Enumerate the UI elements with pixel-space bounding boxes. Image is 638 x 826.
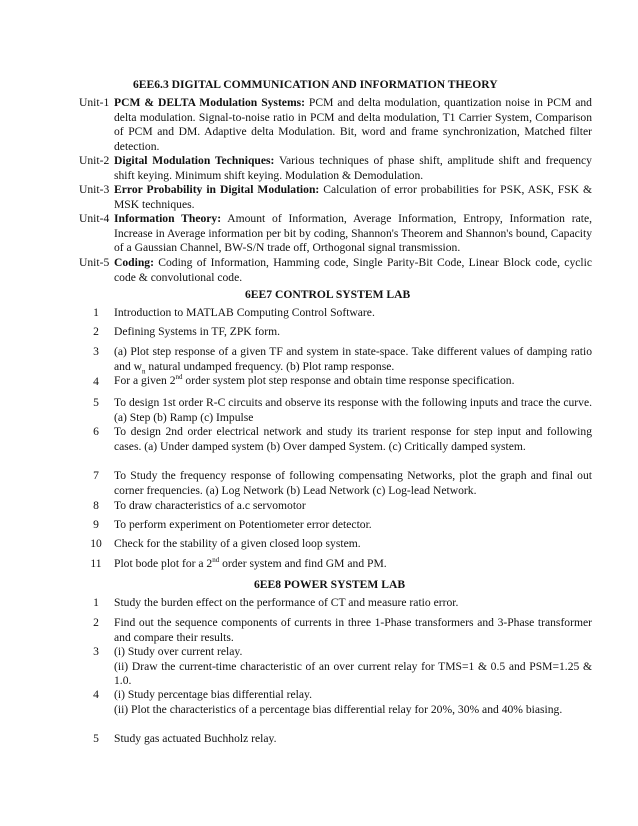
lab-item	[114, 557, 592, 572]
unit-heading: Digital Modulation Techniques:	[114, 154, 275, 167]
lab-item: To draw characteristics of a.c servomotor	[114, 499, 306, 512]
item-number: 3	[93, 645, 99, 658]
lab-item: Introduction to MATLAB Computing Control Software.	[114, 306, 375, 319]
lab-item: To design 2nd order electrical network and study its trarient response for step input and following cases. (a) Under damped system (b) Over damped System. (c) Critically damped system.	[114, 425, 592, 453]
unit-text: Amount of Information, Average Information, Entropy, Information rate, Increase in Average information per bit by coding, Shannon's Theorem and Shannon's bound, Capacity of a Gaussian Channel, BW-S/N trade off, Orthogonal signal transmission.	[114, 212, 592, 254]
subscript: n	[142, 366, 146, 375]
lab-item-line: (ii) Plot the characteristics of a percentage bias differential relay for 20%, 30% and 40% biasing.	[114, 702, 563, 716]
item-number: 3	[93, 345, 99, 358]
item-number: 10	[90, 537, 102, 550]
unit-heading: PCM & DELTA Modulation Systems:	[114, 96, 305, 109]
lab-item-text: order system and find GM and PM.	[219, 557, 387, 570]
item-number: 11	[90, 557, 102, 570]
item-number: 8	[93, 499, 99, 512]
unit-label: Unit-5	[79, 256, 110, 269]
unit-heading: Error Probability in Digital Modulation:	[114, 183, 320, 196]
item-number: 5	[93, 396, 99, 409]
item-number: 4	[93, 688, 99, 701]
unit-label: Unit-2	[79, 154, 110, 167]
unit-description	[114, 96, 592, 154]
lab-item-text: order system plot step response and obtain time response specification.	[182, 374, 515, 387]
item-number: 2	[93, 325, 99, 338]
unit-description	[114, 212, 592, 256]
item-number: 2	[93, 616, 99, 629]
lab-item: Defining Systems in TF, ZPK form.	[114, 325, 281, 338]
unit-label: Unit-3	[79, 183, 110, 196]
unit-label: Unit-4	[79, 212, 110, 225]
lab-item	[114, 688, 592, 717]
lab-item: To perform experiment on Potentiometer error detector.	[114, 518, 372, 531]
section-title-power-system-lab: 6EE8 POWER SYSTEM LAB	[254, 578, 406, 591]
unit-label: Unit-1	[79, 96, 110, 109]
item-number: 7	[93, 469, 99, 482]
lab-item-line: (i) Study over current relay.	[114, 645, 243, 658]
unit-description	[114, 154, 592, 183]
lab-item-text: natural undamped frequency. (b) Plot ramp response.	[145, 359, 395, 373]
unit-heading: Information Theory:	[114, 212, 222, 225]
lab-item: To Study the frequency response of following compensating Networks, plot the graph and final out corner frequencies. (a) Log Network (b) Lead Network (c) Log-lead Network.	[114, 469, 592, 497]
item-number: 6	[93, 425, 99, 438]
lab-item-line: (ii) Draw the current-time characteristic of an over current relay for TMS=1 & 0.5 and PSM=1.25 & 1.0.	[114, 659, 592, 687]
lab-item: To design 1st order R-C circuits and observe its response with the following inputs and trace the curve. (a) Step (b) Ramp (c) Impulse	[114, 396, 592, 424]
item-number: 9	[93, 518, 99, 531]
superscript: nd	[175, 373, 183, 382]
section-title-control-system-lab: 6EE7 CONTROL SYSTEM LAB	[245, 288, 411, 301]
unit-text: Coding of Information, Hamming code, Single Parity-Bit Code, Linear Block code, cyclic code & convolutional code.	[114, 256, 592, 284]
lab-item-text: For a given 2	[114, 374, 176, 387]
unit-text: Various techniques of phase shift, amplitude shift and frequency shift keying. Minimum shift keying. Modulation & Demodulation.	[114, 154, 592, 182]
unit-text: Calculation of error probabilities for PSK, ASK, FSK & MSK techniques.	[114, 183, 592, 211]
lab-item-line: (i) Study percentage bias differential relay.	[114, 688, 312, 701]
unit-text: PCM and delta modulation, quantization noise in PCM and delta modulation. Signal-to-noise ratio in PCM and delta modulation, T1 Carrier System, Comparison of PCM and DM. Adaptive delta Modulation. Bit, word and frame synchronization, Matched filter detection.	[114, 96, 592, 153]
section-title-digital-communication: 6EE6.3 DIGITAL COMMUNICATION AND INFORMATION THEORY	[133, 78, 498, 91]
lab-item	[114, 374, 592, 389]
item-number: 1	[93, 306, 99, 319]
superscript: nd	[212, 556, 220, 565]
lab-item: Check for the stability of a given closed loop system.	[114, 537, 361, 550]
unit-description	[114, 256, 592, 285]
lab-item	[114, 645, 592, 689]
unit-description	[114, 183, 592, 212]
item-number: 4	[93, 375, 99, 388]
lab-item	[114, 345, 592, 374]
unit-heading: Coding:	[114, 256, 154, 269]
lab-item: Study gas actuated Buchholz relay.	[114, 732, 277, 745]
lab-item: Find out the sequence components of currents in three 1-Phase transformers and 3-Phase transformer and compare their results.	[114, 616, 592, 644]
lab-item: Study the burden effect on the performance of CT and measure ratio error.	[114, 596, 459, 609]
lab-item-text: (a) Plot step response of a given TF and system in state-space. Take different values of damping ratio and w	[114, 345, 592, 373]
item-number: 5	[93, 732, 99, 745]
lab-item-text: Plot bode plot for a 2	[114, 557, 213, 570]
item-number: 1	[93, 596, 99, 609]
